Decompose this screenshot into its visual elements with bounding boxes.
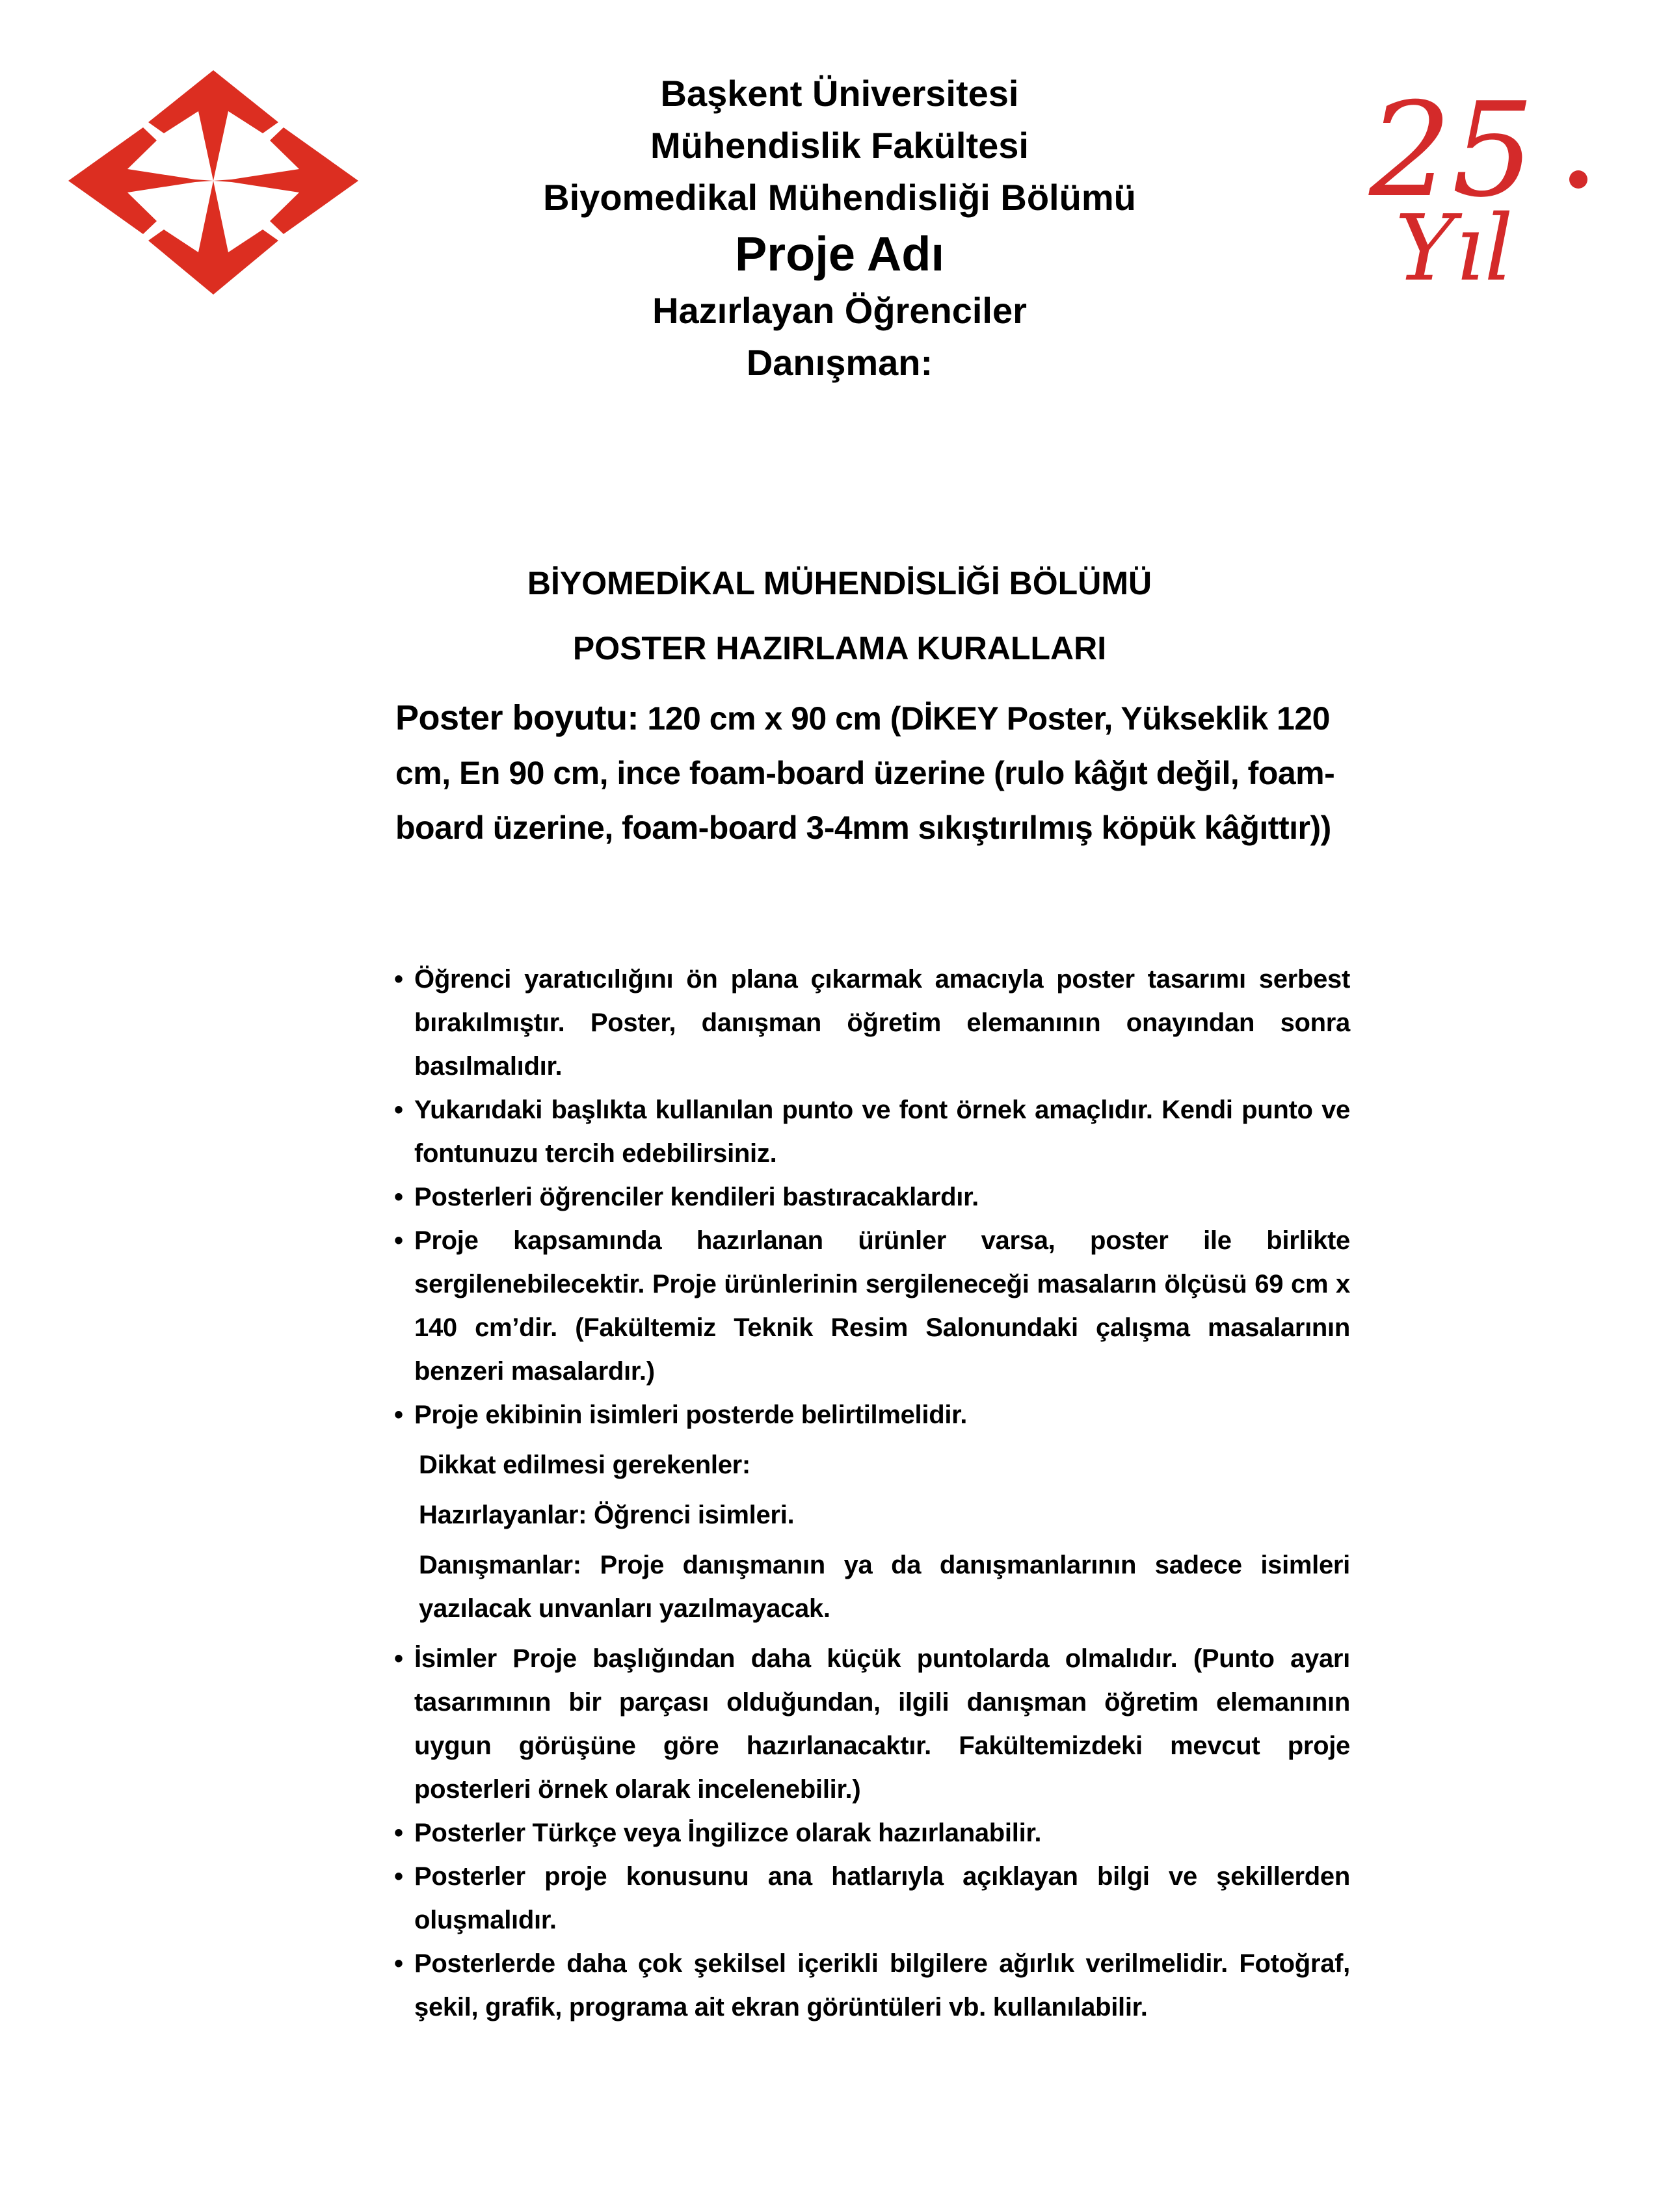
bullet-icon: • [394, 1096, 403, 1124]
note-advisors: Danışmanlar: Proje danışmanın ya da danışmanlarının sadece isimleri yazılacak unvanları yazılmayacak. [419, 1551, 1350, 1623]
list-item [393, 1393, 1350, 1437]
list-item-text: İsimler Proje başlığından daha küçük puntolarda olmalıdır. (Punto ayarı tasarımının bir parçası olduğundan, ilgili danışman öğretim elemanının uygun görüşüne göre hazırlanacaktır. Fakültemizdeki mevcut proje posterleri örnek olarak incelenebilir.) [414, 1644, 1350, 1804]
students-label: Hazırlayan Öğrenciler [652, 290, 1027, 331]
bullet-icon: • [394, 1862, 403, 1891]
list-item-text: Proje ekibinin isimleri posterde belirtilmelidir. [414, 1401, 968, 1429]
bullet-icon: • [394, 1401, 403, 1429]
poster-size-label: Poster boyutu: [395, 698, 639, 737]
bullet-icon: • [394, 1819, 403, 1847]
list-item [393, 1637, 1350, 1811]
bullet-icon: • [394, 1949, 403, 1978]
note-attention: Dikkat edilmesi gerekenler: [419, 1451, 750, 1479]
rules-title-department: BİYOMEDİKAL MÜHENDİSLİĞİ BÖLÜMÜ [527, 565, 1152, 601]
svg-text:Yıl: Yıl [1395, 196, 1513, 299]
project-name: Proje Adı [734, 227, 945, 281]
university-logo-icon [68, 70, 358, 301]
note-students: Hazırlayanlar: Öğrenci isimleri. [419, 1501, 795, 1529]
bullet-icon: • [394, 1226, 403, 1255]
list-item-text: Proje kapsamında hazırlanan ürünler varsa, poster ile birlikte sergilenebilecektir. Proje ürünlerinin sergileneceği masaların ölçüsü 69 cm x 140 cm’dir. (Fakültemiz Teknik Resim Salonundaki çalışma masalarının benzeri masalardır.) [414, 1226, 1350, 1386]
25th-anniversary-logo-icon [1356, 72, 1603, 299]
bullet-icon: • [394, 1183, 403, 1211]
bullet-icon: • [394, 1644, 403, 1673]
bullet-icon: • [394, 965, 403, 994]
list-item [393, 1088, 1350, 1176]
list-item-text: Öğrenci yaratıcılığını ön plana çıkarmak amacıyla poster tasarımı serbest bırakılmıştır. Poster, danışman öğretim elemanının onayından sonra basılmalıdır. [414, 965, 1350, 1081]
list-item [393, 1219, 1350, 1393]
document-header [455, 68, 1224, 389]
poster-size-paragraph [395, 691, 1351, 855]
list-item [393, 1855, 1350, 1942]
list-item [393, 1176, 1350, 1219]
rules-list [393, 958, 1350, 2029]
list-item-text: Posterleri öğrenciler kendileri bastıracaklardır. [414, 1183, 979, 1211]
list-item-text: Posterler Türkçe veya İngilizce olarak hazırlanabilir. [414, 1819, 1042, 1847]
svg-text:25: 25 [1369, 75, 1535, 226]
university-name: Başkent Üniversitesi [660, 73, 1019, 114]
department-name: Biyomedikal Mühendisliği Bölümü [543, 177, 1136, 218]
list-item-text: Posterlerde daha çok şekilsel içerikli bilgilere ağırlık verilmelidir. Fotoğraf, şekil, grafik, programa ait ekran görüntüleri vb. kullanılabilir. [414, 1949, 1350, 2021]
faculty-name: Mühendislik Fakültesi [650, 125, 1029, 166]
list-item [393, 1942, 1350, 2029]
poster-size-text: 120 cm x 90 cm (DİKEY Poster, Yükseklik 120 cm, En 90 cm, ince foam-board üzerine (rulo kâğıt değil, foam-board üzerine, foam-board 3-4mm sıkıştırılmış köpük kâğıttır)) [395, 700, 1335, 846]
list-item [393, 958, 1350, 1088]
rules-title: POSTER HAZIRLAMA KURALLARI [572, 630, 1107, 666]
list-item [393, 1811, 1350, 1855]
list-item-text: Posterler proje konusunu ana hatlarıyla açıklayan bilgi ve şekillerden oluşmalıdır. [414, 1862, 1350, 1934]
list-item-text: Yukarıdaki başlıkta kullanılan punto ve font örnek amaçlıdır. Kendi punto ve fontunuzu tercih edebilirsiniz. [414, 1096, 1350, 1168]
advisor-label: Danışman: [746, 342, 933, 383]
